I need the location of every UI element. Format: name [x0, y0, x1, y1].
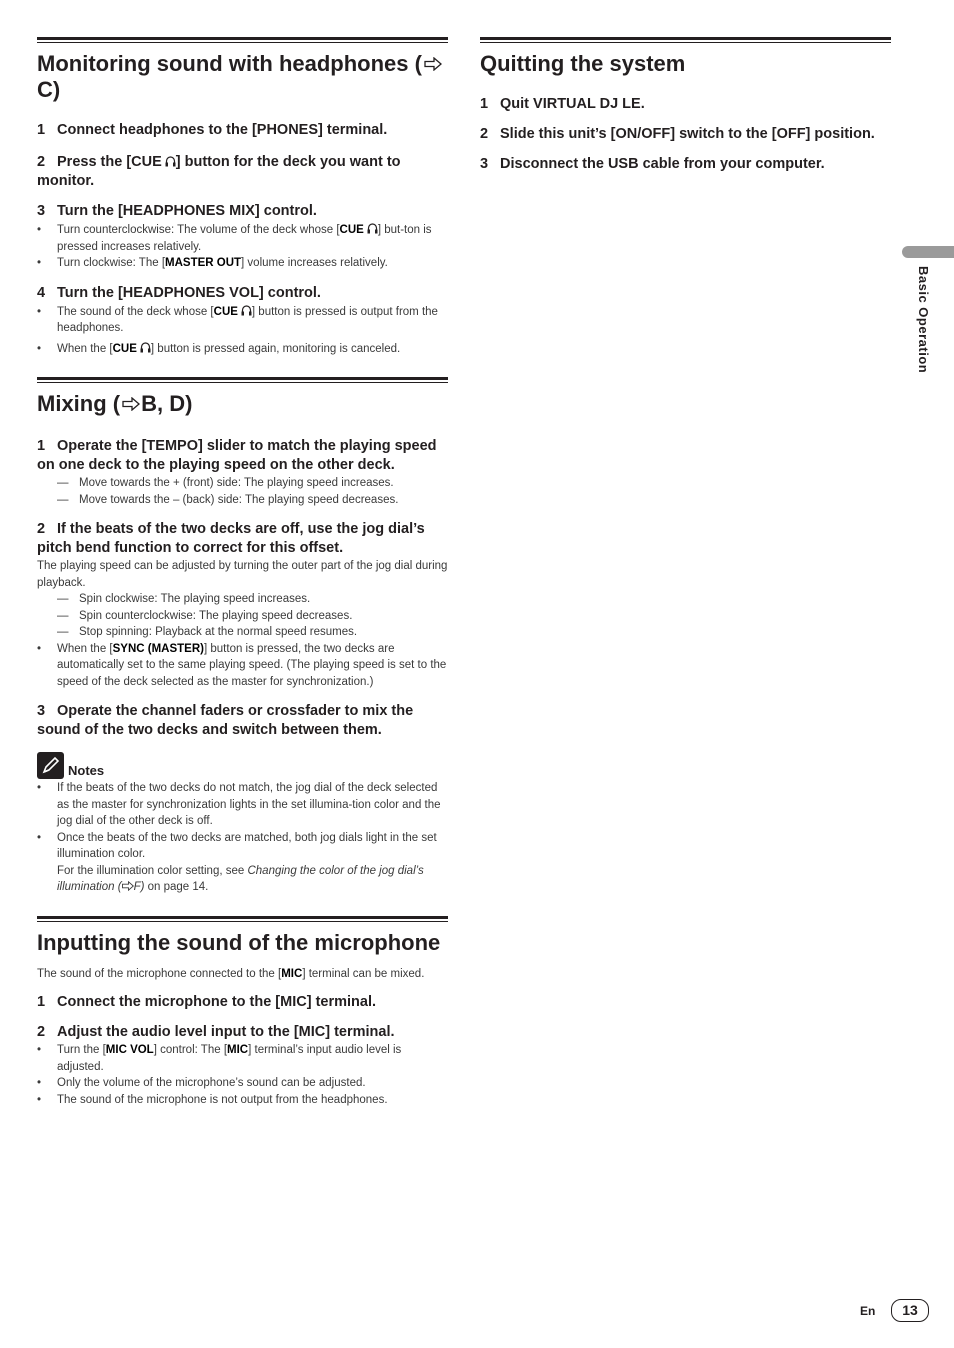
bullet-list — [37, 1042, 448, 1108]
headphones-icon — [140, 341, 151, 353]
list-item: • Turn the [MIC VOL] control: The [MIC] terminal’s input audio level is adjusted. — [37, 1042, 448, 1075]
side-tab-label: Basic Operation — [916, 266, 931, 374]
headphones-icon — [367, 222, 378, 234]
dash-list — [37, 591, 448, 641]
arrow-right-icon — [424, 57, 442, 71]
bullet-list — [37, 304, 448, 358]
step-faders: 3 Operate the channel faders or crossfader to mix the sound of the two decks and switch between them. — [37, 703, 414, 738]
list-item: — Spin counterclockwise: The playing speed decreases. — [37, 608, 448, 625]
headphones-icon — [165, 155, 176, 167]
list-item: • Turn counterclockwise: The volume of the deck whose [CUE ] but-ton is pressed increases relatively. — [37, 222, 448, 255]
step-press-cue: 2 Press the [CUE ] button for the deck you want to monitor. — [37, 154, 401, 189]
language-label: En — [860, 1304, 876, 1318]
list-item: — Move towards the – (back) side: The playing speed decreases. — [37, 492, 448, 509]
section-title-mixing: Mixing ( B, D) — [37, 391, 193, 416]
section-rule — [37, 377, 448, 385]
step-headphones-mix: 3 Turn the [HEADPHONES MIX] control. — [37, 203, 317, 219]
body-text: The sound of the microphone connected to the [MIC] terminal can be mixed. — [37, 967, 425, 980]
list-item: • When the [SYNC (MASTER)] button is pressed, the two decks are automatically set to the same playing speed. (The playing speed is set to the speed of the deck selected as the master for synchronization.) — [37, 641, 448, 691]
section-rule — [480, 37, 891, 45]
step-quit-vdj: 1 Quit VIRTUAL DJ LE. — [480, 96, 645, 112]
dash-list — [37, 475, 448, 508]
list-item: — Stop spinning: Playback at the normal speed resumes. — [37, 624, 448, 641]
list-item: • Only the volume of the microphone’s sound can be adjusted. — [37, 1075, 448, 1092]
step-connect-mic: 1 Connect the microphone to the [MIC] terminal. — [37, 994, 377, 1010]
section-rule — [37, 37, 448, 45]
list-item: • When the [CUE ] button is pressed again, monitoring is canceled. — [37, 341, 448, 358]
list-item: • Once the beats of the two decks are matched, both jog dials light in the set illumination color. For the illumination color setting, see Changing the color of the jog dial’s illumination ( F) on page 14. — [37, 830, 448, 896]
step-tempo-slider: 1 Operate the [TEMPO] slider to match the playing speed on one deck to the playing speed on the other deck. — [37, 438, 437, 473]
section-rule — [37, 916, 448, 924]
section-title-microphone: Inputting the sound of the microphone — [37, 929, 441, 955]
list-item: • If the beats of the two decks do not match, the jog dial of the deck selected as the master for synchronization lights in the set illumina-tion color and the jog dial of the other deck is off. — [37, 780, 448, 830]
step-adjust-mic: 2 Adjust the audio level input to the [MIC] terminal. — [37, 1024, 395, 1040]
page-number: 13 — [891, 1299, 929, 1322]
step-connect-headphones: 1 Connect headphones to the [PHONES] terminal. — [37, 122, 388, 138]
step-headphones-vol: 4 Turn the [HEADPHONES VOL] control. — [37, 284, 321, 301]
bullet-list — [37, 222, 448, 272]
pencil-note-icon — [37, 752, 64, 779]
notes-label: Notes — [68, 763, 105, 778]
right-column — [480, 37, 891, 174]
section-title-quitting: Quitting the system — [480, 51, 686, 76]
notes-list — [37, 780, 448, 896]
body-text: The playing speed can be adjusted by turning the outer part of the jog dial during playback. — [37, 560, 448, 589]
list-item: — Move towards the + (front) side: The playing speed increases. — [37, 475, 448, 492]
section-title-monitoring: Monitoring sound with headphones (C) — [37, 51, 448, 103]
step-pitch-bend: 2 If the beats of the two decks are off, use the jog dial’s pitch bend function to correct for this offset. — [37, 521, 425, 556]
list-item: • Turn clockwise: The [MASTER OUT] volume increases relatively. — [37, 255, 448, 272]
arrow-right-icon — [122, 397, 140, 411]
side-tab-marker — [902, 246, 954, 258]
list-item: — Spin clockwise: The playing speed increases. — [37, 591, 448, 608]
list-item: • The sound of the microphone is not output from the headphones. — [37, 1092, 448, 1109]
step-switch-off: 2 Slide this unit’s [ON/OFF] switch to the [OFF] position. — [480, 126, 875, 142]
list-item: • The sound of the deck whose [CUE ] button is pressed is output from the headphones. — [37, 304, 448, 337]
left-column — [37, 37, 448, 1108]
step-disconnect-usb: 3 Disconnect the USB cable from your computer. — [480, 156, 825, 172]
bullet-list — [37, 641, 448, 691]
notes-heading — [37, 752, 448, 779]
headphones-icon — [241, 304, 252, 316]
arrow-right-icon — [122, 881, 134, 891]
